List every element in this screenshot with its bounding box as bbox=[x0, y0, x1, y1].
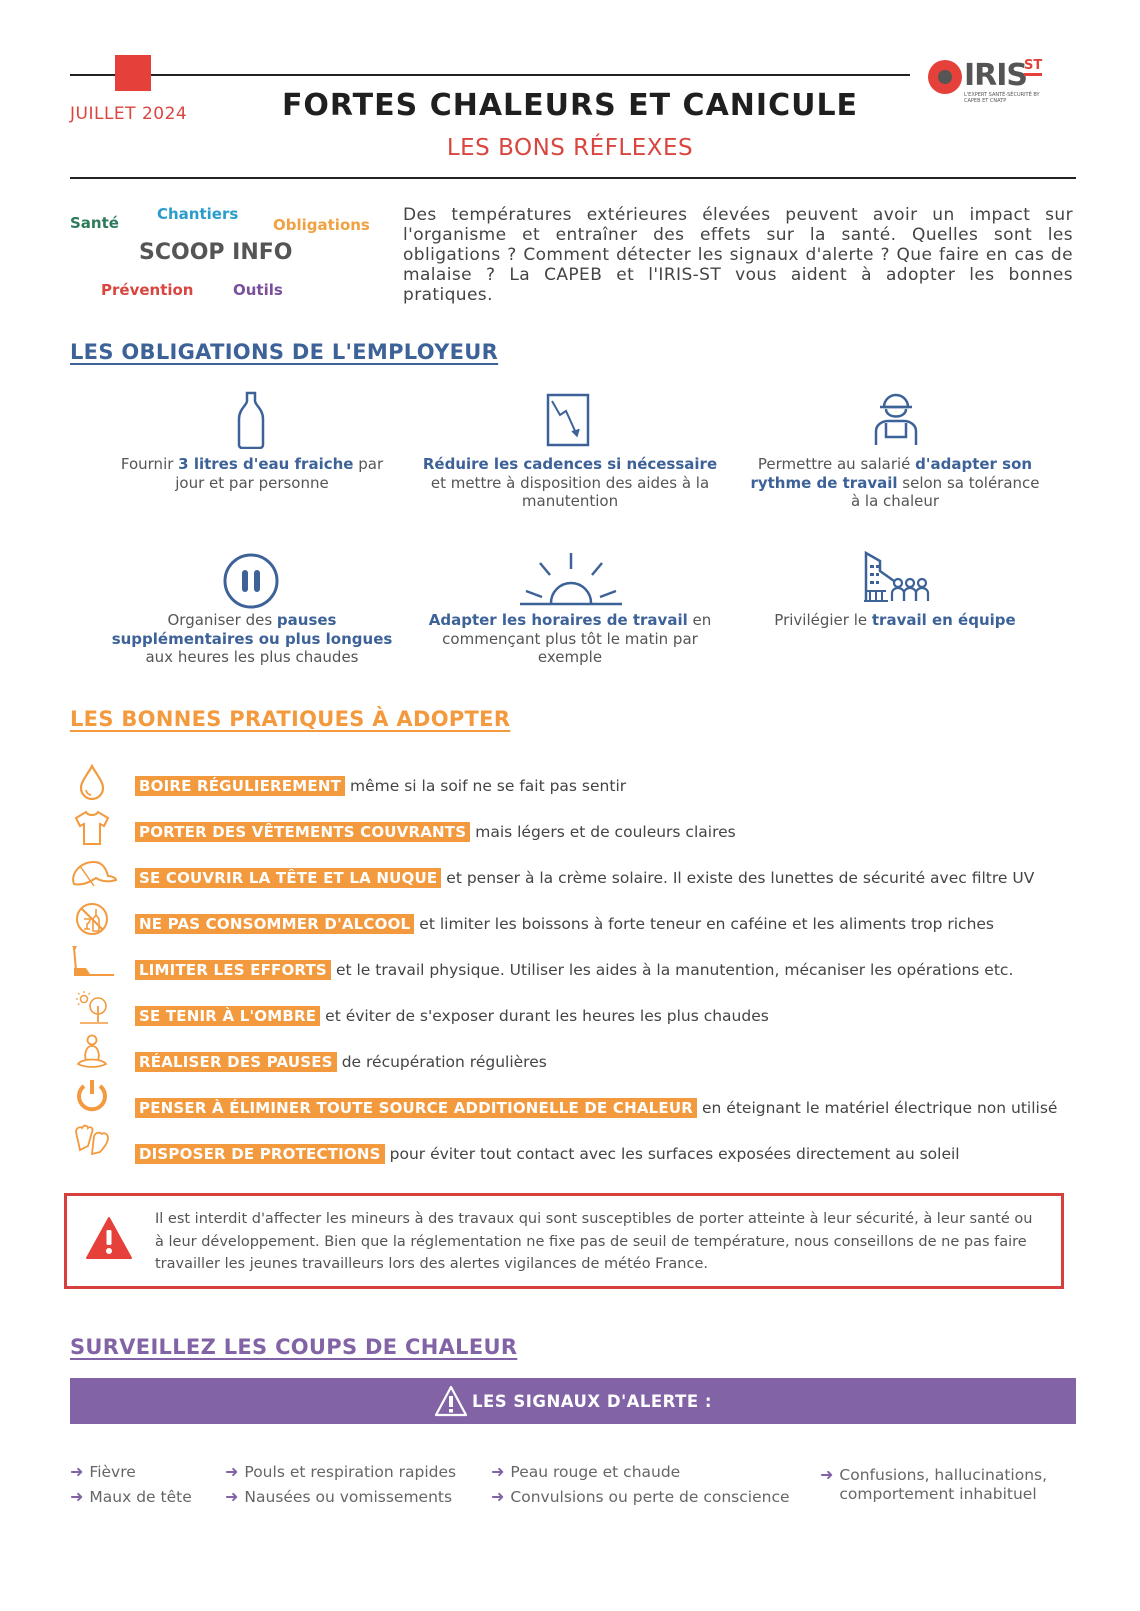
tag-sante: Santé bbox=[70, 214, 119, 232]
practice-text: et le travail physique. Utiliser les aides à la manutention, mécaniser les opérations etc. bbox=[335, 961, 1014, 979]
logo-superscript: ST bbox=[1024, 58, 1042, 76]
tag-chantiers: Chantiers bbox=[157, 205, 239, 223]
power-icon bbox=[72, 1078, 112, 1114]
team-building-icon bbox=[862, 551, 932, 603]
obligation-text: Fournir bbox=[120, 455, 179, 473]
practice-item bbox=[135, 867, 1034, 889]
obligation-item bbox=[750, 611, 1040, 630]
signal-text: Confusions, hallucinations, comportement inhabituel bbox=[839, 1466, 1048, 1503]
practice-highlight: RÉALISER DES PAUSES bbox=[135, 1052, 337, 1072]
practice-text: pour éviter tout contact avec les surfaces exposées directement au soleil bbox=[389, 1145, 960, 1163]
obligation-text: aux heures les plus chaudes bbox=[145, 648, 359, 666]
logo-tagline: L'EXPERT SANTÉ-SÉCURITÉ BY CAPEB ET CNATP bbox=[964, 92, 1040, 104]
practice-item bbox=[135, 1097, 1057, 1119]
obligation-item bbox=[420, 455, 720, 511]
obligation-text: en commençant plus tôt le matin par exemple bbox=[442, 611, 712, 666]
obligation-item bbox=[750, 455, 1040, 511]
signal-text: Fièvre bbox=[89, 1463, 136, 1481]
practice-item bbox=[135, 775, 626, 797]
alert-triangle-icon bbox=[434, 1385, 468, 1417]
tree-shade-icon bbox=[72, 990, 112, 1026]
obligation-text: Organiser des bbox=[167, 611, 277, 629]
obligation-text: Permettre au salarié bbox=[757, 455, 916, 473]
practice-text: de récupération régulières bbox=[341, 1053, 547, 1071]
obligation-item bbox=[107, 455, 397, 492]
practice-text: mais légers et de couleurs claires bbox=[475, 823, 736, 841]
section-title-heatstroke: SURVEILLEZ LES COUPS DE CHALEUR bbox=[70, 1335, 518, 1359]
obligation-emphasis: travail en équipe bbox=[871, 611, 1016, 629]
obligation-text: selon sa tolérance à la chaleur bbox=[850, 473, 1040, 510]
practice-text: et limiter les boissons à forte teneur en caféine et les aliments trop riches bbox=[419, 915, 995, 933]
practice-highlight: NE PAS CONSOMMER D'ALCOOL bbox=[135, 914, 414, 934]
practice-text: et penser à la crème solaire. Il existe des lunettes de sécurité avec filtre UV bbox=[446, 869, 1035, 887]
practice-text: et éviter de s'exposer durant les heures les plus chaudes bbox=[325, 1007, 769, 1025]
intro-paragraph: Des températures extérieures élevées peuvent avoir un impact sur l'organisme et entraîner des effets sur la santé. Quelles sont les obligations ? Comment détecter les signaux d'alerte ? Que faire en cas de malaise ? La CAPEB et l'IRIS-ST vous aident à adopter les bonnes pratiques. bbox=[403, 205, 1073, 305]
arrow-right-icon: ➜ bbox=[70, 1462, 84, 1481]
header-red-square bbox=[115, 55, 151, 91]
logo-eye-icon bbox=[928, 60, 962, 94]
minors-warning-box bbox=[64, 1193, 1064, 1289]
iris-st-logo bbox=[928, 56, 1058, 106]
obligation-text: et mettre à disposition des aides à la manutention bbox=[430, 473, 710, 510]
obligation-emphasis: d'adapter son rythme de travail bbox=[750, 455, 1033, 492]
sunrise-icon bbox=[518, 551, 624, 607]
obligation-emphasis: pauses supplémentaires ou plus longues bbox=[111, 611, 393, 648]
tag-scoop-info: SCOOP INFO bbox=[139, 240, 293, 265]
logo-brand: IRIS bbox=[964, 58, 1028, 93]
obligation-emphasis: Adapter les horaires de travail bbox=[428, 611, 688, 629]
signal-text: Maux de tête bbox=[89, 1488, 192, 1506]
practice-text: même si la soif ne se fait pas sentir bbox=[350, 777, 627, 795]
section-title-obligations: LES OBLIGATIONS DE L'EMPLOYEUR bbox=[70, 340, 499, 364]
section-title-practices: LES BONNES PRATIQUES À ADOPTER bbox=[70, 707, 511, 731]
signal-item bbox=[225, 1488, 452, 1507]
signal-text: Pouls et respiration rapides bbox=[244, 1463, 457, 1481]
page-subtitle: LES BONS RÉFLEXES bbox=[446, 135, 694, 161]
arrow-right-icon: ➜ bbox=[70, 1487, 84, 1506]
declining-chart-icon bbox=[546, 393, 590, 447]
warning-triangle-icon bbox=[85, 1216, 133, 1260]
obligation-item bbox=[425, 611, 715, 667]
obligation-text: Privilégier le bbox=[774, 611, 872, 629]
gloves-icon bbox=[72, 1122, 112, 1158]
signal-text: Convulsions ou perte de conscience bbox=[510, 1488, 790, 1506]
practice-highlight: PORTER DES VÊTEMENTS COUVRANTS bbox=[135, 822, 470, 842]
signal-item bbox=[70, 1463, 136, 1482]
issue-date: JUILLET 2024 bbox=[70, 104, 188, 124]
pallet-jack-icon bbox=[68, 944, 118, 980]
obligation-text: par jour et par personne bbox=[175, 455, 384, 492]
header-bottom-rule bbox=[70, 177, 1076, 179]
tag-obligations: Obligations bbox=[273, 216, 370, 234]
water-drop-icon bbox=[72, 764, 112, 800]
practice-item bbox=[135, 913, 994, 935]
obligation-item bbox=[107, 611, 397, 667]
tshirt-icon bbox=[72, 810, 112, 846]
practice-item bbox=[135, 821, 736, 843]
header-top-rule bbox=[70, 74, 910, 76]
practice-highlight: LIMITER LES EFFORTS bbox=[135, 960, 331, 980]
alert-signals-banner bbox=[70, 1378, 1076, 1424]
pause-icon bbox=[222, 552, 280, 610]
obligation-emphasis: 3 litres d'eau fraiche bbox=[178, 455, 354, 473]
worker-helmet-icon bbox=[870, 389, 922, 447]
signal-text: Nausées ou vomissements bbox=[244, 1488, 453, 1506]
cap-icon bbox=[70, 856, 118, 892]
practice-highlight: SE TENIR À L'OMBRE bbox=[135, 1006, 320, 1026]
alert-banner-label: LES SIGNAUX D'ALERTE : bbox=[471, 1391, 713, 1411]
signal-item bbox=[70, 1488, 192, 1507]
bottle-icon bbox=[235, 391, 267, 449]
practice-text: en éteignant le matériel électrique non utilisé bbox=[702, 1099, 1058, 1117]
practice-highlight: PENSER À ÉLIMINER TOUTE SOURCE ADDITIONELLE DE CHALEUR bbox=[135, 1098, 697, 1118]
tag-outils: Outils bbox=[233, 281, 283, 299]
arrow-right-icon: ➜ bbox=[491, 1487, 505, 1506]
practice-highlight: SE COUVRIR LA TÊTE ET LA NUQUE bbox=[135, 868, 441, 888]
arrow-right-icon: ➜ bbox=[491, 1462, 505, 1481]
signal-item bbox=[225, 1463, 456, 1482]
warning-text: Il est interdit d'affecter les mineurs à des travaux qui sont susceptibles de porter atteinte à leur sécurité, à leur santé ou à leur développement. Bien que la réglementation ne fixe pas de seuil de température, nous conseillons de ne pas faire travailler les jeunes travailleurs lors des alertes vigilances de météo France. bbox=[155, 1211, 1033, 1272]
arrow-right-icon: ➜ bbox=[225, 1462, 239, 1481]
practice-item bbox=[135, 959, 1013, 981]
practice-item bbox=[135, 1051, 547, 1073]
signal-item bbox=[820, 1466, 1060, 1503]
page-title: FORTES CHALEURS ET CANICULE bbox=[281, 88, 859, 123]
arrow-right-icon: ➜ bbox=[820, 1465, 834, 1484]
practice-item bbox=[135, 1143, 960, 1165]
practice-item bbox=[135, 1005, 769, 1027]
practice-highlight: BOIRE RÉGULIEREMENT bbox=[135, 776, 345, 796]
obligation-emphasis: Réduire les cadences si nécessaire bbox=[422, 455, 718, 473]
arrow-right-icon: ➜ bbox=[225, 1487, 239, 1506]
practice-highlight: DISPOSER DE PROTECTIONS bbox=[135, 1144, 385, 1164]
signal-text: Peau rouge et chaude bbox=[510, 1463, 681, 1481]
tag-prevention: Prévention bbox=[101, 281, 194, 299]
no-alcohol-icon bbox=[72, 901, 112, 937]
signal-item bbox=[491, 1463, 680, 1482]
meditation-icon bbox=[72, 1034, 112, 1070]
signal-item bbox=[491, 1488, 790, 1507]
